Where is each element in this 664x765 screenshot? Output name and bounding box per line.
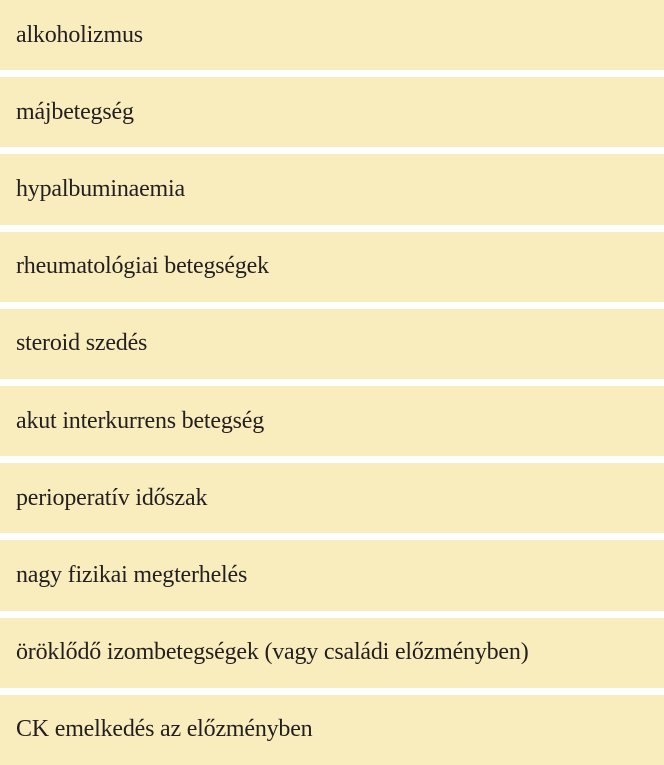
list-item [0, 540, 664, 610]
list-item [0, 0, 664, 70]
list-item-label: steroid szedés [16, 330, 148, 357]
list-item [0, 309, 664, 379]
list-item-label: nagy fizikai megterhelés [16, 562, 248, 589]
list-item-label: öröklődő izombetegségek (vagy családi előzményben) [16, 639, 529, 666]
list-item [0, 463, 664, 533]
list-item [0, 154, 664, 224]
list-item-label: alkoholizmus [16, 21, 143, 48]
list-item [0, 386, 664, 456]
list-item-label: CK emelkedés az előzményben [16, 716, 313, 743]
list-item-label: akut interkurrens betegség [16, 407, 265, 434]
list-item-label: májbetegség [16, 98, 134, 125]
list-item [0, 232, 664, 302]
list-item-label: hypalbuminaemia [16, 176, 185, 202]
list-item-label: rheumatológiai betegségek [16, 253, 269, 280]
list-item [0, 618, 664, 688]
list-item [0, 695, 664, 765]
list-item-label: perioperatív időszak [16, 484, 208, 511]
list-item [0, 77, 664, 147]
